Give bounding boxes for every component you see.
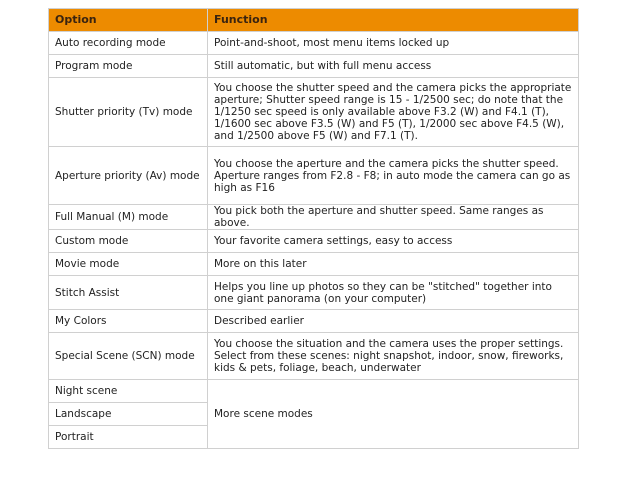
function-cell: Point-and-shoot, most menu items locked up: [208, 32, 579, 55]
function-cell: Helps you line up photos so they can be "stitched" together into one giant panorama (on your computer): [208, 276, 579, 310]
option-cell: Special Scene (SCN) mode: [49, 333, 208, 380]
table-row: [49, 333, 579, 380]
function-cell: You choose the aperture and the camera picks the shutter speed. Aperture ranges from F2.8 - F8; in auto mode the camera can go as high as F16: [208, 147, 579, 205]
option-cell: Portrait: [49, 426, 208, 449]
option-cell: Auto recording mode: [49, 32, 208, 55]
option-cell: Landscape: [49, 403, 208, 426]
table-row: [49, 253, 579, 276]
function-cell: Your favorite camera settings, easy to access: [208, 230, 579, 253]
table-row: [49, 147, 579, 205]
camera-modes-table: [48, 8, 579, 449]
function-cell: You pick both the aperture and shutter speed. Same ranges as above.: [208, 205, 579, 230]
table-row: [49, 205, 579, 230]
function-cell: Described earlier: [208, 310, 579, 333]
option-cell: My Colors: [49, 310, 208, 333]
option-cell: Aperture priority (Av) mode: [49, 147, 208, 205]
table-row: [49, 380, 579, 403]
option-cell: Shutter priority (Tv) mode: [49, 78, 208, 147]
option-cell: Full Manual (M) mode: [49, 205, 208, 230]
function-cell: You choose the situation and the camera uses the proper settings. Select from these scenes: night snapshot, indoor, snow, fireworks, kids & pets, foliage, beach, underwater: [208, 333, 579, 380]
function-cell-merged: More scene modes: [208, 380, 579, 449]
function-cell: You choose the shutter speed and the camera picks the appropriate aperture; Shutter speed range is 15 - 1/2500 sec; do note that the 1/1250 sec speed is only available above F3.2 (W) and F4.1 (T), 1/1600 sec above F3.5 (W) and F5 (T), 1/2000 sec above F4.5 (W), and 1/2500 above F5 (W) and F7.1 (T).: [208, 78, 579, 147]
table-row: [49, 78, 579, 147]
table-row: [49, 55, 579, 78]
option-cell: Movie mode: [49, 253, 208, 276]
table-row: [49, 230, 579, 253]
table-row: [49, 276, 579, 310]
option-column-header: Option: [49, 9, 208, 32]
option-cell: Stitch Assist: [49, 276, 208, 310]
table-row: [49, 310, 579, 333]
option-cell: Program mode: [49, 55, 208, 78]
table-header-row: [49, 9, 579, 32]
option-cell: Night scene: [49, 380, 208, 403]
function-column-header: Function: [208, 9, 579, 32]
table-row: [49, 32, 579, 55]
option-cell: Custom mode: [49, 230, 208, 253]
function-cell: More on this later: [208, 253, 579, 276]
function-cell: Still automatic, but with full menu access: [208, 55, 579, 78]
